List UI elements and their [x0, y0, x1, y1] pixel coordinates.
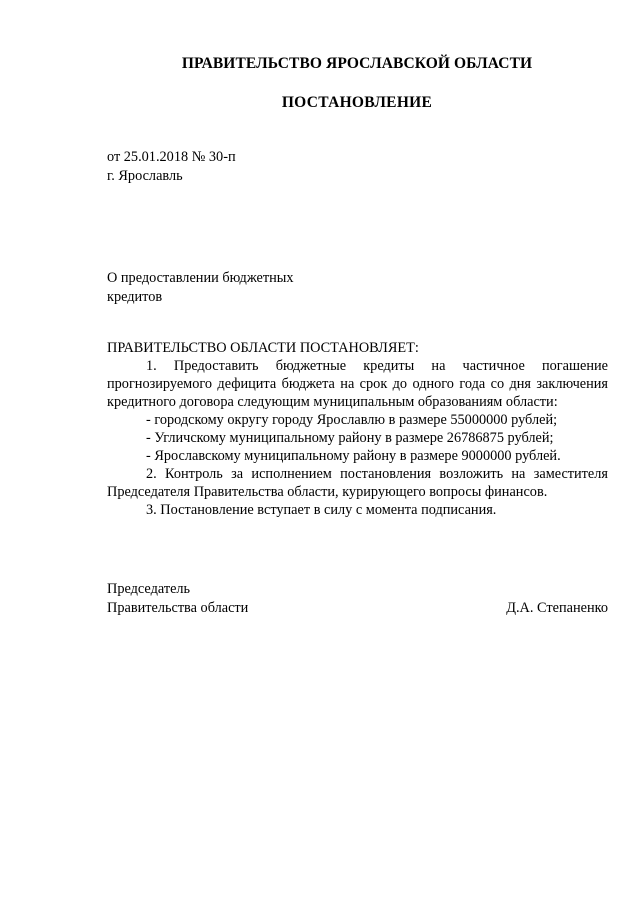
document-body: [107, 339, 608, 519]
document-meta: [107, 148, 236, 186]
paragraph-1: 1. Предоставить бюджетные кредиты на частичное погашение прогнозируемого дефицита бюджета на срок до одного года со дня заключения кредитного договора следующим муниципальным образованиям области:: [107, 358, 608, 410]
organization-title: ПРАВИТЕЛЬСТВО ЯРОСЛАВСКОЙ ОБЛАСТИ: [181, 55, 533, 72]
paragraph-2: 2. Контроль за исполнением постановления возложить на заместителя Председателя Правительства области, курирующего вопросы финансов.: [107, 466, 608, 500]
document-subject: [107, 269, 294, 307]
subject-line-1: О предоставлении бюджетных: [107, 270, 294, 286]
subject-line-2: кредитов: [107, 289, 163, 305]
date-number: от 25.01.2018 № 30-п: [107, 149, 236, 165]
signatory-title-line-1: Председатель: [107, 581, 191, 597]
city: г. Ярославль: [107, 168, 183, 184]
list-item: - городскому округу городу Ярославлю в размере 55000000 рублей;: [146, 412, 558, 428]
document-type-title: ПОСТАНОВЛЕНИЕ: [281, 94, 433, 111]
signatory-title-line-2: Правительства области: [107, 600, 249, 616]
paragraph-3: 3. Постановление вступает в силу с момента подписания.: [146, 502, 497, 518]
list-item: - Ярославскому муниципальному району в размере 9000000 рублей.: [146, 448, 561, 464]
list-item: - Угличскому муниципальному району в размере 26786875 рублей;: [146, 430, 554, 446]
signatory-name: Д.А. Степаненко: [506, 600, 608, 616]
signature-row: [107, 599, 608, 618]
resolution-intro: ПРАВИТЕЛЬСТВО ОБЛАСТИ ПОСТАНОВЛЯЕТ:: [107, 340, 419, 356]
signature-block: [107, 580, 608, 618]
